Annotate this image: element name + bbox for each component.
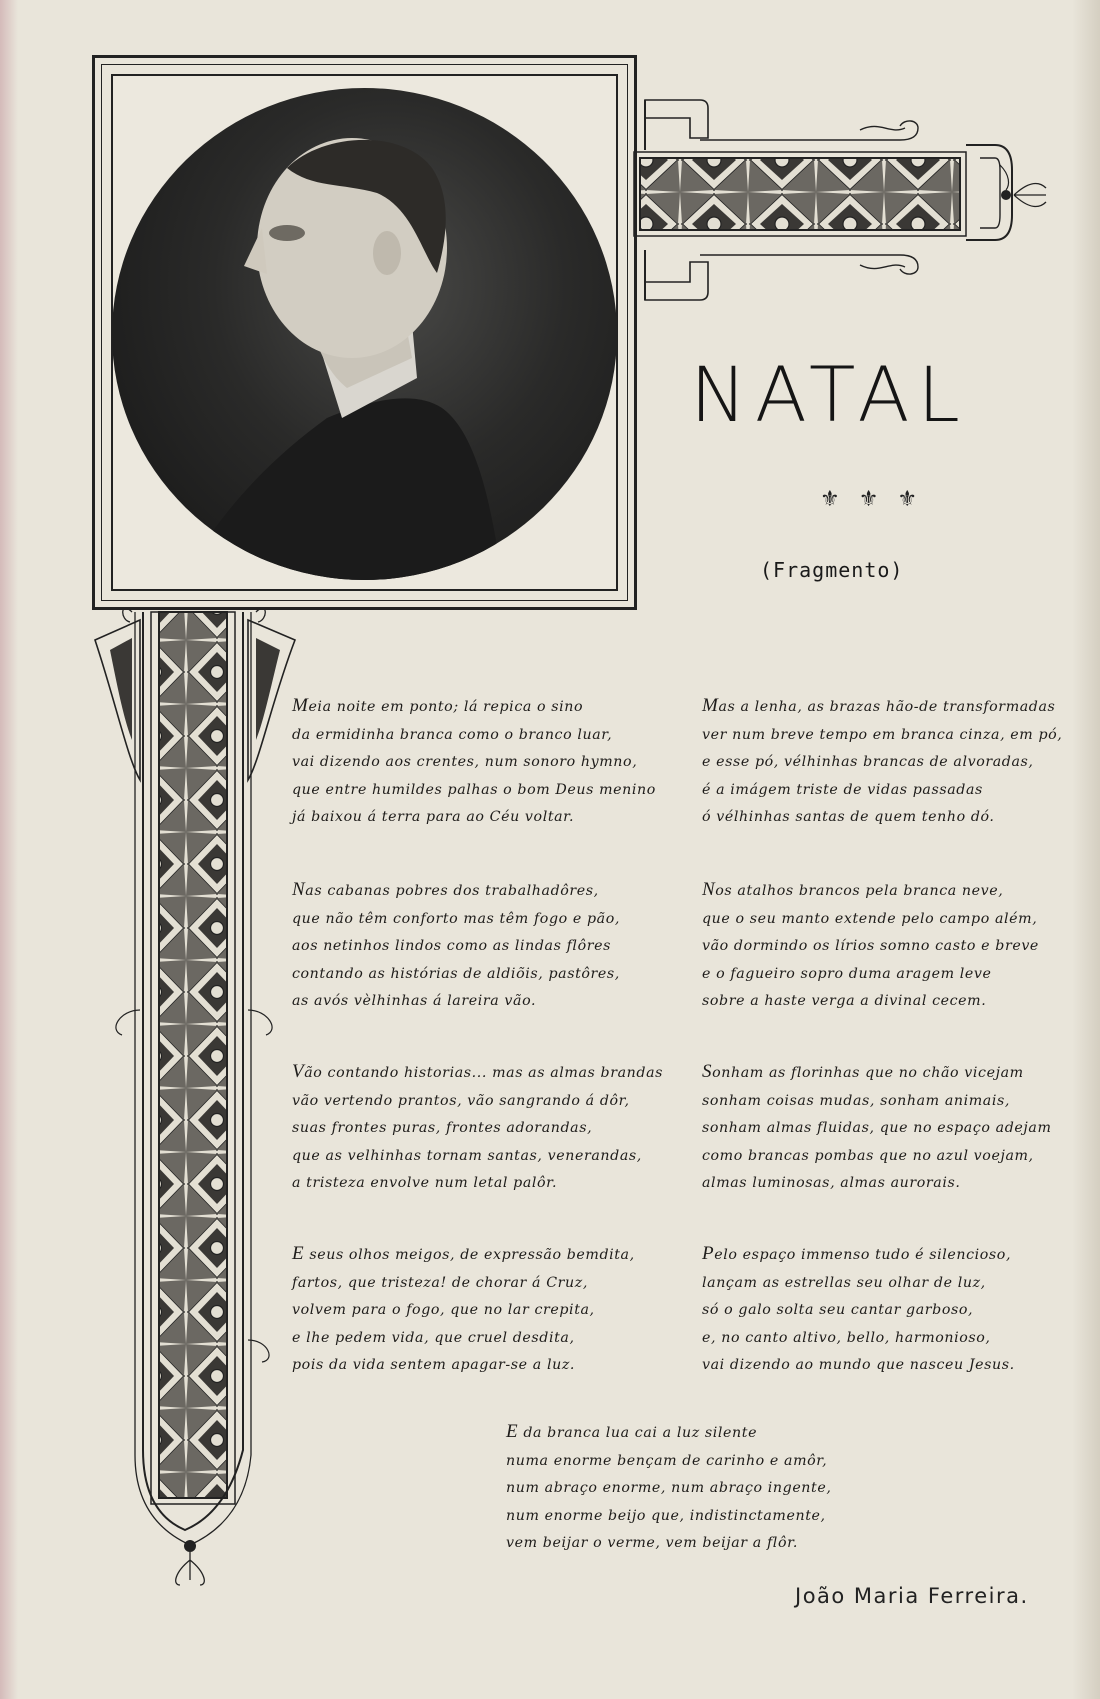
stanza-right-2 [702,876,1039,1016]
poem-line: Pelo espaço immenso tudo é silencioso, [702,1243,1012,1264]
poem-line: sonham almas fluidas, que no espaço adejam [702,1120,1052,1136]
stanza-left-3 [292,1058,663,1198]
poem-line: Meia noite em ponto; lá repica o sino [292,695,584,716]
poem-line: Nos atalhos brancos pela branca neve, [702,879,1004,900]
poem-line: sobre a haste verga a divinal cecem. [702,993,987,1009]
poem-line: e esse pó, vélhinhas brancas de alvoradas, [702,754,1034,770]
poem-line: Sonham as florinhas que no chão vicejam [702,1061,1024,1082]
stanza-left-4 [292,1240,635,1380]
poem-line: a tristeza envolve num letal palôr. [292,1175,558,1191]
poem-line: já baixou á terra para ao Céu voltar. [292,809,575,825]
poem-title: NATAL [690,350,968,439]
poem-line: e o fagueiro sopro duma aragem leve [702,965,992,982]
poem-line: é a imágem triste de vidas passadas [702,781,983,798]
poem-line: vai dizendo ao mundo que nasceu Jesus. [702,1357,1015,1373]
poem-line: E seus olhos meigos, de expressão bemdita, [292,1243,635,1264]
poem-line: Mas a lenha, as brazas hão-de transformadas [702,695,1056,716]
stanza-right-3 [702,1058,1052,1198]
poem-line: vem beijar o verme, vem beijar a flôr. [506,1535,799,1551]
poem-line: que o seu manto extende pelo campo além, [702,910,1038,927]
poem-line: fartos, que tristeza! de chorar á Cruz, [292,1274,588,1291]
poem-line: as avós vèlhinhas á lareira vão. [292,993,537,1009]
poem-line: e lhe pedem vida, que cruel desdita, [292,1329,575,1346]
poem-line: vai dizendo aos crentes, num sonoro hymno, [292,754,638,770]
poem-line: suas frontes puras, frontes adorandas, [292,1120,593,1136]
poem-line: E da branca lua cai a luz silente [506,1421,758,1442]
fleuron-ornament: ⚜ ⚜ ⚜ [820,487,924,512]
poem-line: vão vertendo prantos, vão sangrando á dôr, [292,1092,630,1109]
poem-line: Nas cabanas pobres dos trabalhadôres, [292,879,599,900]
stanza-left-1 [292,692,656,832]
poem-line: que entre humildes palhas o bom Deus menino [292,781,656,798]
poem-line: vão dormindo os lírios somno casto e breve [702,938,1039,954]
poem-line: volvem para o fogo, que no lar crepita, [292,1302,595,1318]
poem-line: num enorme beijo que, indistinctamente, [506,1507,826,1524]
poem-line: contando as histórias de aldiõis, pastôres, [292,965,620,982]
poem-line: só o galo solta seu cantar garboso, [702,1302,974,1318]
poem-line: num abraço enorme, num abraço ingente, [506,1480,832,1496]
poem-line: numa enorme bençam de carinho e amôr, [506,1452,828,1469]
stanza-right-4 [702,1240,1015,1380]
poem-line: sonham coisas mudas, sonham animais, [702,1092,1010,1109]
poem-line: que as velhinhas tornam santas, venerandas, [292,1147,642,1164]
stanza-final [506,1418,831,1558]
poem-line: almas luminosas, almas aurorais. [702,1175,961,1191]
poem-line: Vão contando historias... mas as almas brandas [292,1061,664,1082]
poem-line: pois da vida sentem apagar-se a luz. [292,1357,576,1373]
poem-line: e, no canto altivo, bello, harmonioso, [702,1329,991,1346]
author-signature: João Maria Ferreira. [795,1584,1029,1608]
poem-line: lançam as estrellas seu olhar de luz, [702,1274,986,1291]
poem-subtitle: (Fragmento) [760,558,904,582]
stanza-right-1 [702,692,1062,832]
poem-line: ó vélhinhas santas de quem tenho dó. [702,809,995,825]
poem-line: aos netinhos lindos como as lindas flôres [292,938,611,954]
poem-line: como brancas pombas que no azul voejam, [702,1147,1034,1164]
poem-line: que não têm conforto mas têm fogo e pão, [292,910,620,927]
poem-line: ver num breve tempo em branca cinza, em pó, [702,726,1063,743]
poem-line: da ermidinha branca como o branco luar, [292,726,613,743]
stanza-left-2 [292,876,620,1016]
